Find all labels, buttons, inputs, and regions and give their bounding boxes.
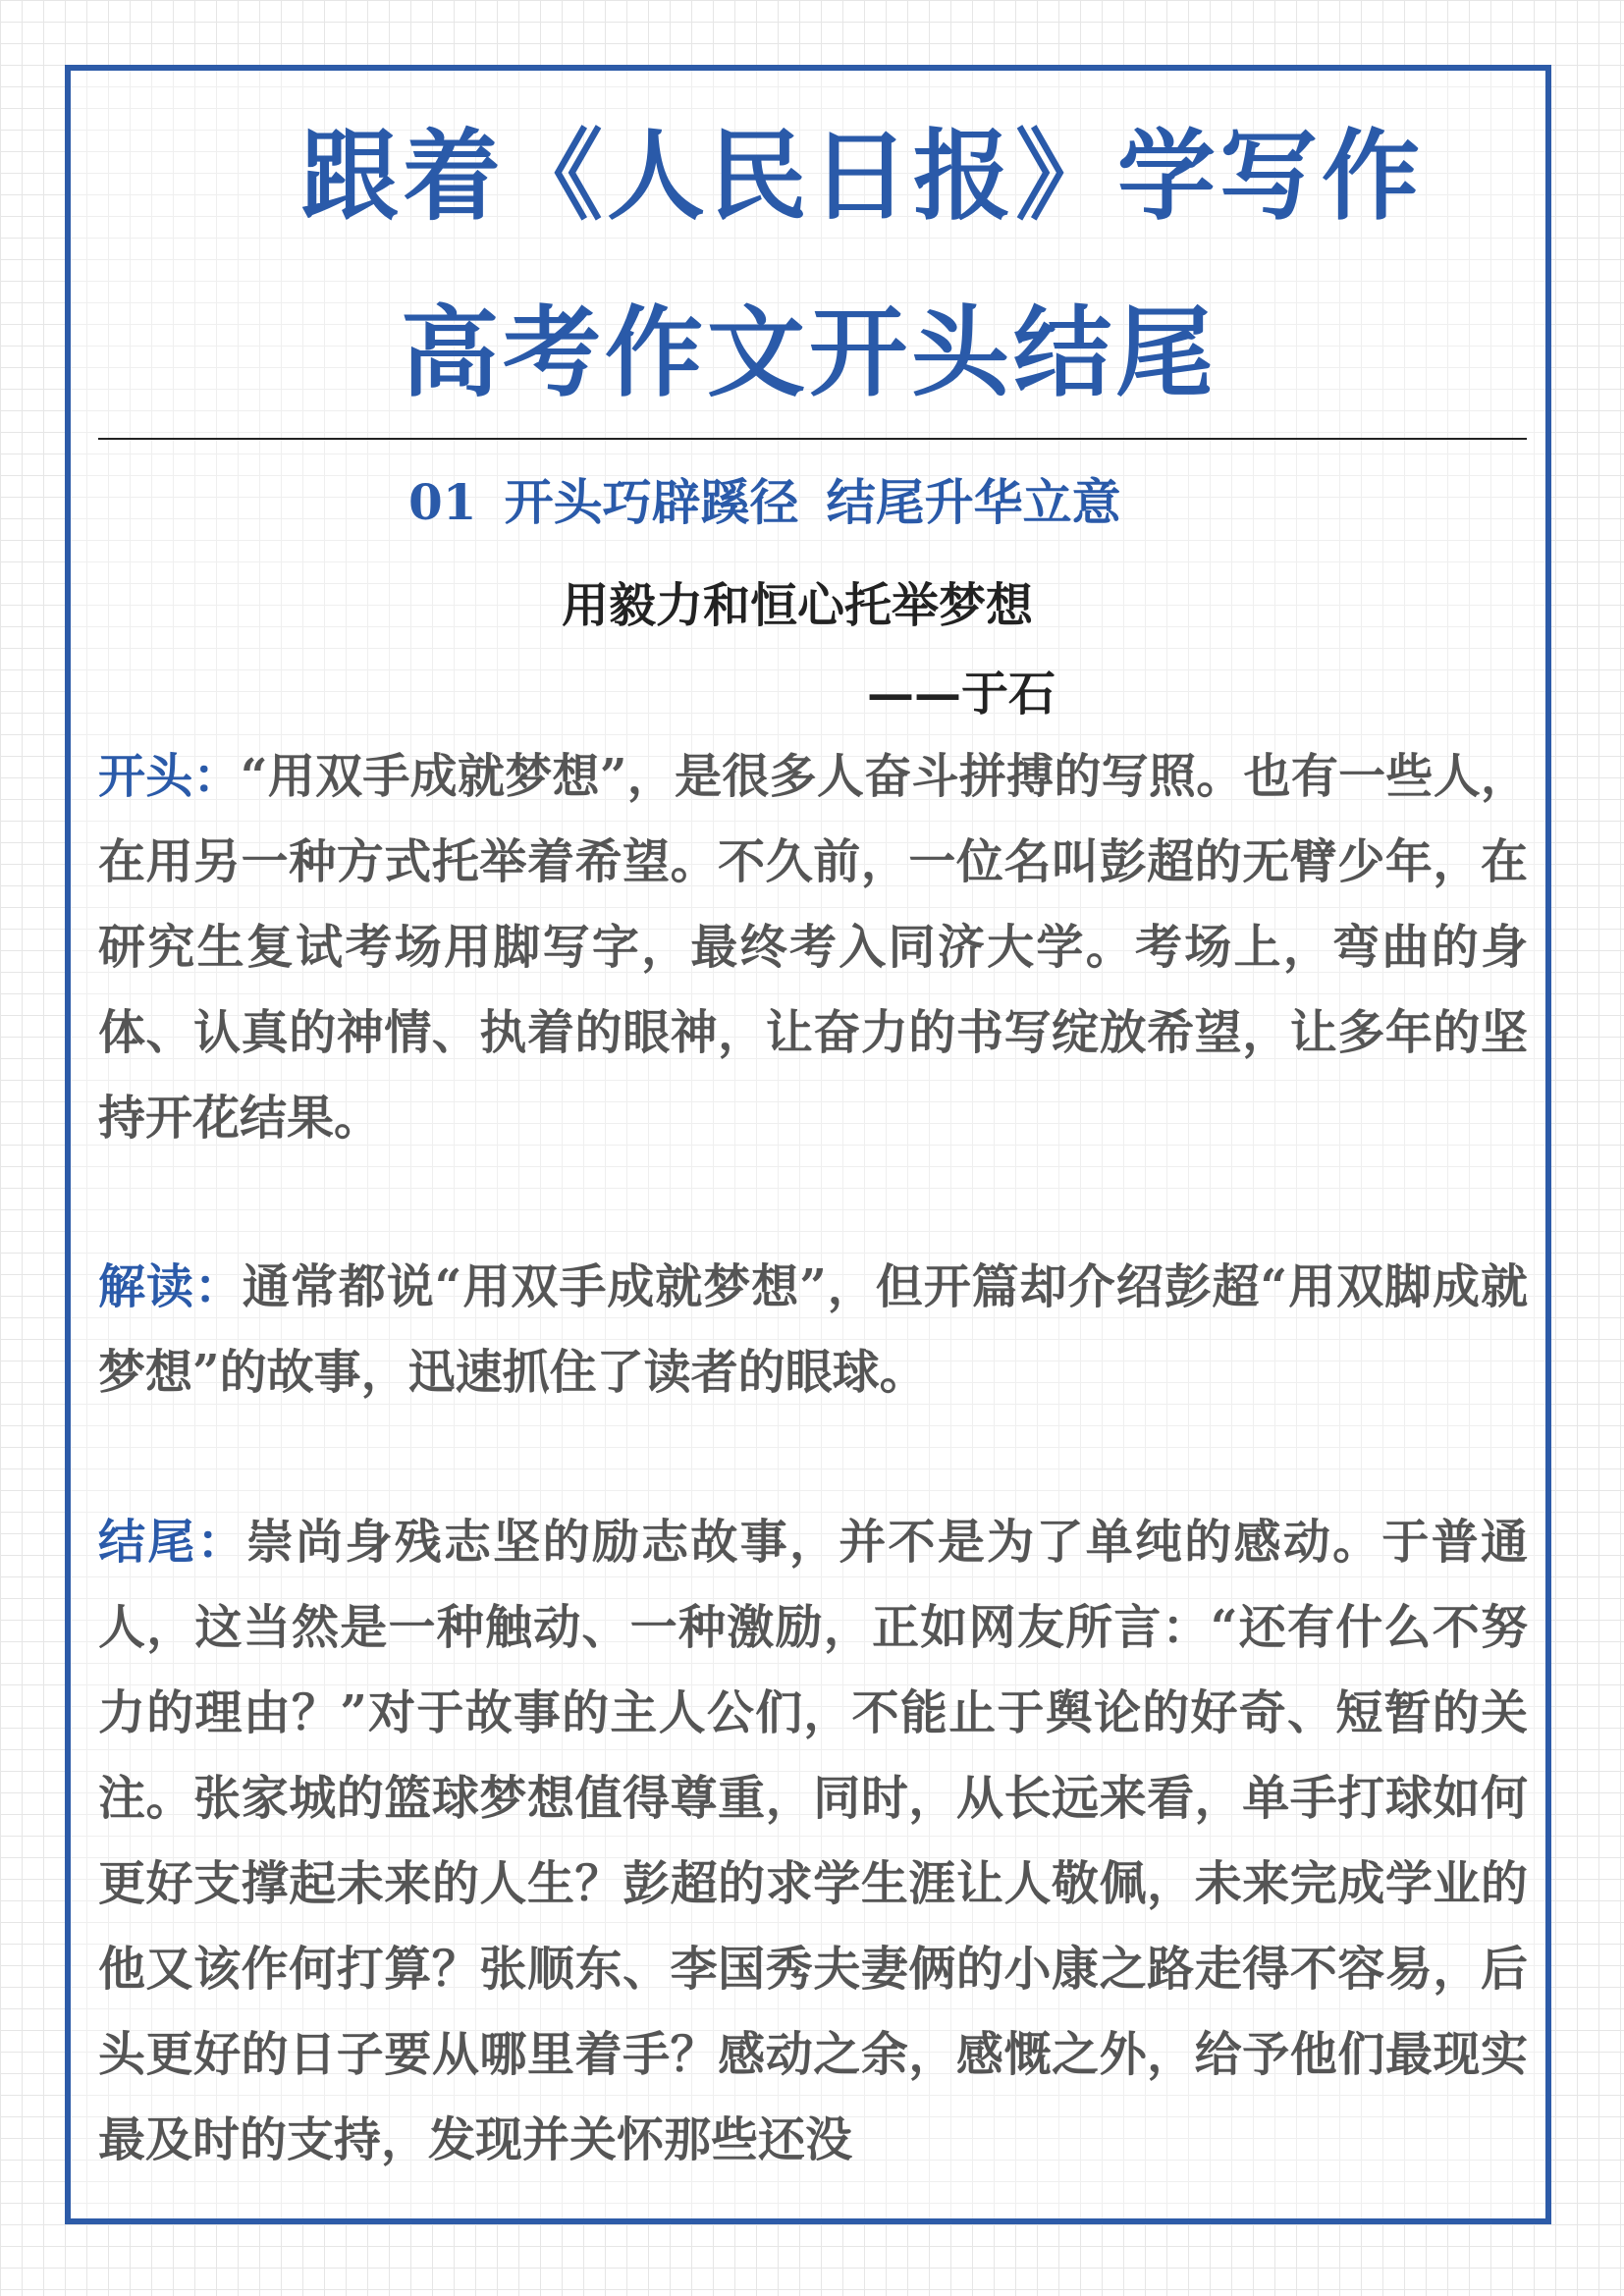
opening-text: “用双手成就梦想”，是很多人奋斗拼搏的写照。也有一些人，在用另一种方式托举着希望。不久前，一位名叫彭超的无臂少年，在研究生复试考场用脚写字，最终考入同济大学。考场上，弯曲的身体、认真的神情、执着的眼神，让奋力的书写绽放希望，让多年的坚持开花结果。 <box>98 749 1528 1146</box>
essay-title: 用毅力和恒心托举梦想 <box>562 578 1034 633</box>
opening-paragraph <box>98 734 1528 1161</box>
ending-paragraph <box>98 1500 1528 2183</box>
opening-label: 开头： <box>98 749 241 804</box>
interpretation-paragraph <box>98 1245 1528 1415</box>
interpretation-label: 解读： <box>98 1259 243 1314</box>
section-part-opening: 开头巧辟蹊径 <box>504 473 799 531</box>
ending-label: 结尾： <box>98 1515 246 1570</box>
main-title: 跟着《人民日报》学写作 <box>300 119 1424 234</box>
interpretation-text: 通常都说“用双手成就梦想”，但开篇却介绍彭超“用双脚成就梦想”的故事，迅速抓住了读者的眼球。 <box>98 1259 1528 1400</box>
section-part-ending: 结尾升华立意 <box>826 473 1121 531</box>
section-heading <box>408 473 1121 532</box>
section-number: 01 <box>408 473 477 531</box>
ending-text: 崇尚身残志坚的励志故事，并不是为了单纯的感动。于普通人，这当然是一种触动、一种激励，正如网友所言：“还有什么不努力的理由？”对于故事的主人公们，不能止于舆论的好奇、短暂的关注。张家城的篮球梦想值得尊重，同时，从长远来看，单手打球如何更好支撑起未来的人生？彭超的求学生涯让人敬佩，未来完成学业的他又该作何打算？张顺东、李国秀夫妻俩的小康之路走得不容易，后头更好的日子要从哪里着手？感动之余，感慨之外，给予他们最现实最及时的支持，发现并关怀那些还没 <box>98 1515 1528 2167</box>
sub-title: 高考作文开头结尾 <box>401 295 1218 410</box>
title-divider <box>98 438 1527 440</box>
essay-author: ——于石 <box>867 667 1056 721</box>
